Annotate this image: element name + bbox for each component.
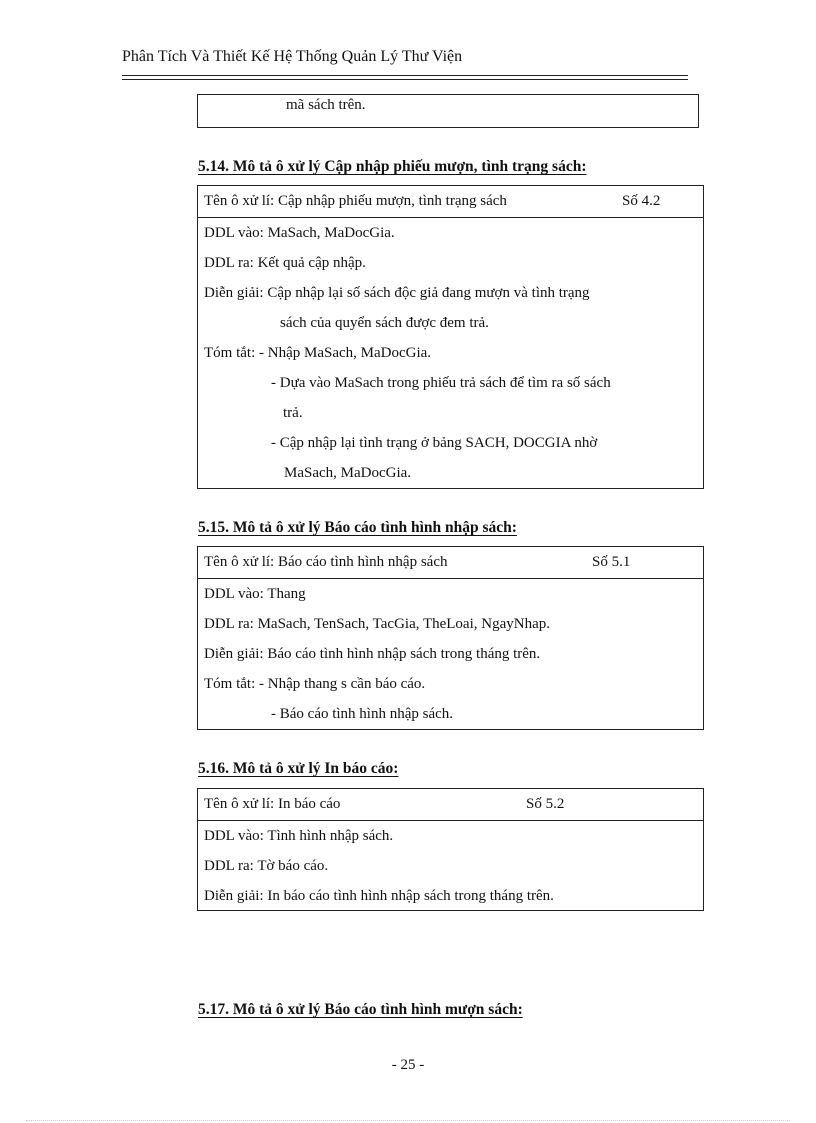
section-heading-5-14: 5.14. Mô tả ô xử lý Cập nhập phiếu mượn, tình trạng sách: (198, 158, 587, 175)
process-number: Số 4.2 (622, 193, 661, 209)
summary-step: - Báo cáo tình hình nhập sách. (271, 706, 454, 722)
summary-line: Tóm tắt: - Nhập MaSach, MaDocGia. (204, 345, 432, 361)
output-line: DDL ra: Kết quả cập nhập. (204, 255, 366, 271)
output-line: DDL ra: MaSach, TenSach, TacGia, TheLoai, NgayNhap. (204, 616, 550, 632)
input-line: DDL vào: Thang (204, 586, 306, 602)
continuation-box (197, 94, 699, 128)
input-line: DDL vào: MaSach, MaDocGia. (204, 225, 395, 241)
summary-step: - Cập nhập lại tình trạng ở bảng SACH, DOCGIA nhờ (271, 435, 598, 451)
process-name-row (198, 547, 703, 579)
description-line-cont: sách của quyển sách được đem trả. (280, 315, 489, 331)
section-heading-5-17: 5.17. Mô tả ô xử lý Báo cáo tình hình mượn sách: (198, 1001, 523, 1018)
process-number: Số 5.2 (526, 796, 565, 812)
continuation-text: mã sách trên. (286, 97, 366, 113)
page-bottom-edge (26, 1120, 790, 1121)
process-name: Tên ô xử lí: Báo cáo tình hình nhập sách (204, 554, 448, 570)
process-table-4-2 (197, 185, 704, 489)
page-number: - 25 - (391, 1057, 425, 1073)
section-heading-5-16: 5.16. Mô tả ô xử lý In báo cáo: (198, 760, 399, 777)
section-heading-5-15: 5.15. Mô tả ô xử lý Báo cáo tình hình nhập sách: (198, 519, 517, 536)
process-name-row (198, 186, 703, 218)
summary-step: - Dựa vào MaSach trong phiếu trả sách để tìm ra số sách (271, 375, 611, 391)
description-line: Diễn giải: In báo cáo tình hình nhập sách trong tháng trên. (204, 888, 554, 904)
summary-line: Tóm tắt: - Nhập thang s cần báo cáo. (204, 676, 426, 692)
process-table-5-2 (197, 788, 704, 911)
process-name: Tên ô xử lí: Cập nhập phiếu mượn, tình trạng sách (204, 193, 507, 209)
process-table-5-1 (197, 546, 704, 730)
input-line: DDL vào: Tình hình nhập sách. (204, 828, 394, 844)
summary-step-cont: trả. (283, 405, 303, 421)
description-line: Diễn giải: Báo cáo tình hình nhập sách trong tháng trên. (204, 646, 541, 662)
process-name-row (198, 789, 703, 821)
output-line: DDL ra: Tờ báo cáo. (204, 858, 329, 874)
process-number: Số 5.1 (592, 554, 631, 570)
process-name: Tên ô xử lí: In báo cáo (204, 796, 341, 812)
summary-step-cont: MaSach, MaDocGia. (284, 465, 412, 481)
description-line: Diễn giải: Cập nhập lại số sách độc giả đang mượn và tình trạng (204, 285, 590, 301)
header-rule (122, 75, 688, 76)
document-header-title: Phân Tích Và Thiết Kế Hệ Thống Quản Lý Thư Viện (122, 48, 463, 65)
header-rule-double (122, 79, 688, 80)
